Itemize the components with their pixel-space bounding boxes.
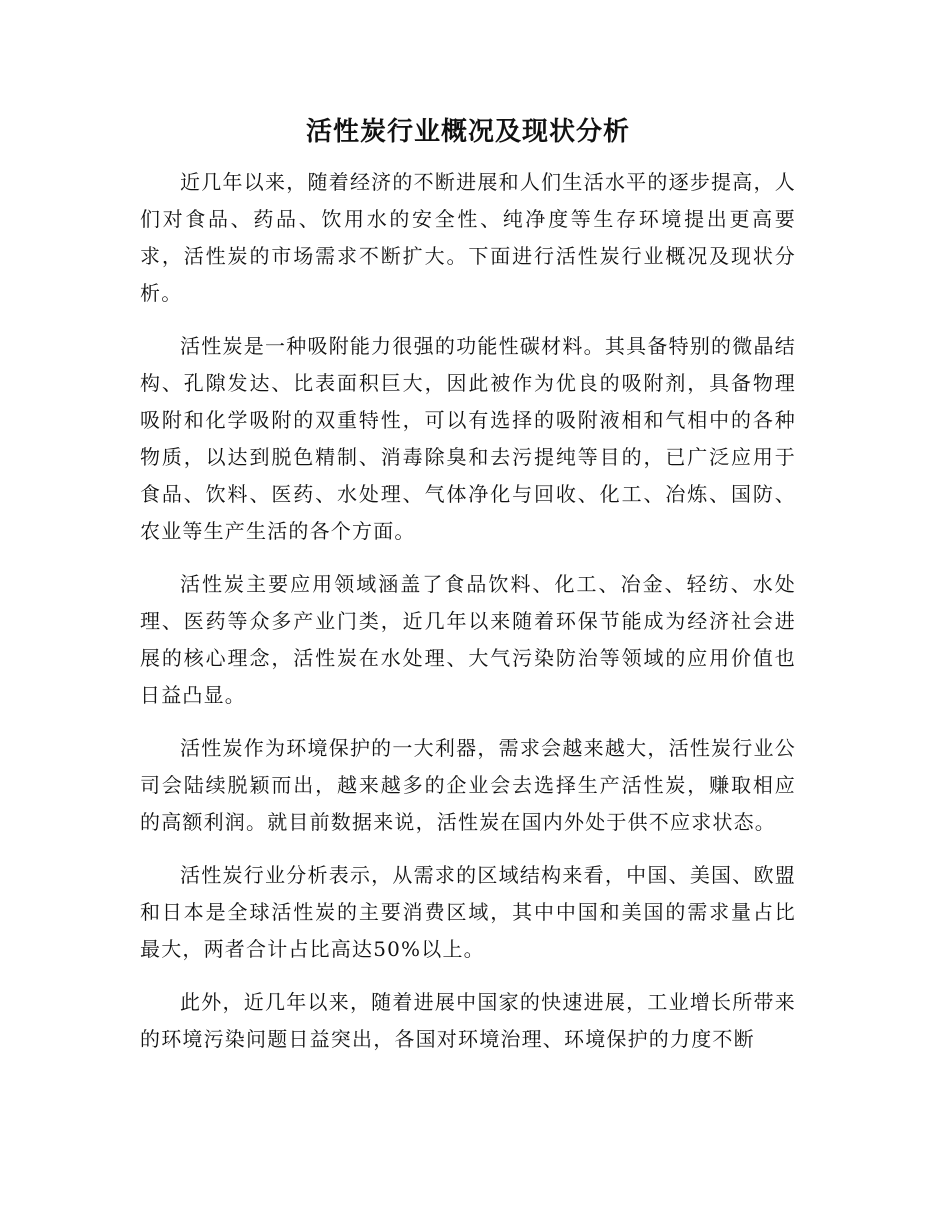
paragraph-5: 活性炭行业分析表示，从需求的区域结构来看，中国、美国、欧盟和日本是全球活性炭的主要消费区域，其中中国和美国的需求量占比最大，两者合计占比高达50%以上。 (140, 863, 796, 961)
paragraph-3: 活性炭主要应用领域涵盖了食品饮料、化工、冶金、轻纺、水处理、医药等众多产业门类，近几年以来随着环保节能成为经济社会进展的核心理念，活性炭在水处理、大气污染防治等领域的应用价值也日益凸显。 (140, 572, 796, 707)
paragraph-2: 活性炭是一种吸附能力很强的功能性碳材料。其具备特别的微晶结构、孔隙发达、比表面积巨大，因此被作为优良的吸附剂，具备物理吸附和化学吸附的双重特性，可以有选择的吸附液相和气相中的各种物质，以达到脱色精制、消毒除臭和去污提纯等目的，已广泛应用于食品、饮料、医药、水处理、气体净化与回收、化工、冶炼、国防、农业等生产生活的各个方面。 (140, 334, 796, 543)
paragraph-4: 活性炭作为环境保护的一大利器，需求会越来越大，活性炭行业公司会陆续脱颖而出，越来越多的企业会去选择生产活性炭，赚取相应的高额利润。就目前数据来说，活性炭在国内外处于供不应求状态。 (140, 736, 796, 834)
document-body (140, 100, 796, 1074)
paragraph-6: 此外，近几年以来，随着进展中国家的快速进展，工业增长所带来的环境污染问题日益突出，各国对环境治理、环境保护的力度不断 (140, 990, 796, 1051)
page-title: 活性炭行业概况及现状分析 (305, 117, 630, 147)
paragraph-1: 近几年以来，随着经济的不断进展和人们生活水平的逐步提高，人们对食品、药品、饮用水的安全性、纯净度等生存环境提出更高要求，活性炭的市场需求不断扩大。下面进行活性炭行业概况及现状分析。 (140, 170, 796, 305)
